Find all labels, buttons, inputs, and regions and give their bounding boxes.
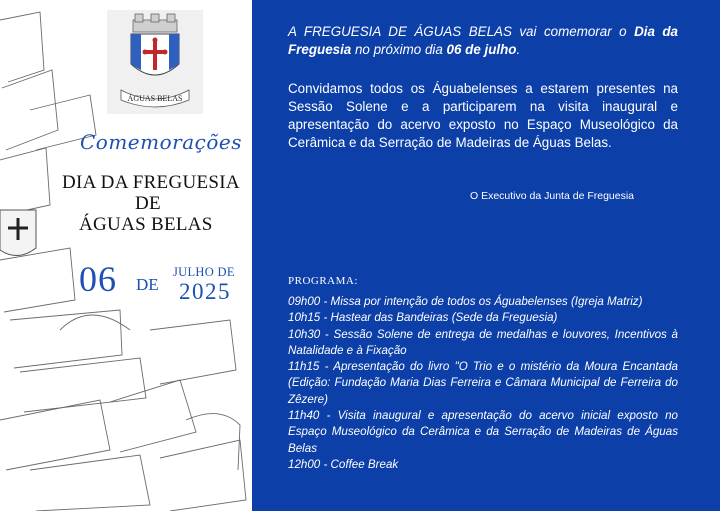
left-panel (0, 0, 252, 511)
program-item: 09h00 - Missa por intenção de todos os Águabelenses (Igreja Matriz) (288, 295, 643, 308)
program-heading: PROGRAMA: (288, 275, 358, 287)
program-item: 10h30 - Sessão Solene de entrega de medalhas e louvores, Incentivos à Natalidade e à Fixação (288, 327, 678, 357)
invite-paragraph: Convidamos todos os Águabelenses a estarem presentes na Sessão Solene e a participarem na visita inaugural e apresentação do acervo exposto no Espaço Museológico da Cerâmica e da Serração de Madeiras de Águas Belas. (288, 81, 678, 150)
event-title-line2: DE (135, 193, 161, 214)
intro-highlight-day: Dia da Freguesia (288, 24, 679, 57)
date-de: DE (136, 275, 159, 294)
shield-icon (0, 210, 36, 256)
date-year: 2025 (179, 279, 231, 304)
intro-text: A FREGUESIA DE ÁGUAS BELAS vai comemorar o (288, 24, 635, 39)
signature: O Executivo da Junta de Freguesia (470, 190, 635, 202)
intro-paragraph (288, 23, 678, 59)
coat-of-arms (107, 10, 203, 114)
celebrations-heading: Comemorações (80, 130, 242, 154)
program-item: 11h40 - Visita inaugural e apresentação do acervo inicial exposto no Espaço Museológico da Cerâmica e da Serração de Madeiras de Águas Belas (288, 409, 678, 455)
svg-text:ÁGUAS BELAS: ÁGUAS BELAS (127, 94, 183, 103)
program-item: 10h15 - Hastear das Bandeiras (Sede da Freguesia) (288, 311, 558, 325)
date-month: JULHO DE (173, 265, 235, 279)
program-item: 12h00 - Coffee Break (288, 457, 399, 471)
intro-text: no próximo dia (351, 42, 447, 57)
program-item: 11h15 - Apresentação do livro "O Trio e o mistério da Moura Encantada (Edição: Fundação Maria Dias Ferreira e Câmara Municipal de Ferreira do Zêzere) (288, 360, 678, 406)
program-list (288, 294, 678, 473)
right-panel (252, 0, 720, 511)
event-title-line3: ÁGUAS BELAS (79, 214, 213, 235)
intro-text: . (516, 42, 521, 57)
date-day: 06 (79, 259, 117, 299)
event-title-line1: DIA DA FREGUESIA (62, 172, 240, 193)
intro-highlight-date: 06 de julho (446, 42, 517, 57)
